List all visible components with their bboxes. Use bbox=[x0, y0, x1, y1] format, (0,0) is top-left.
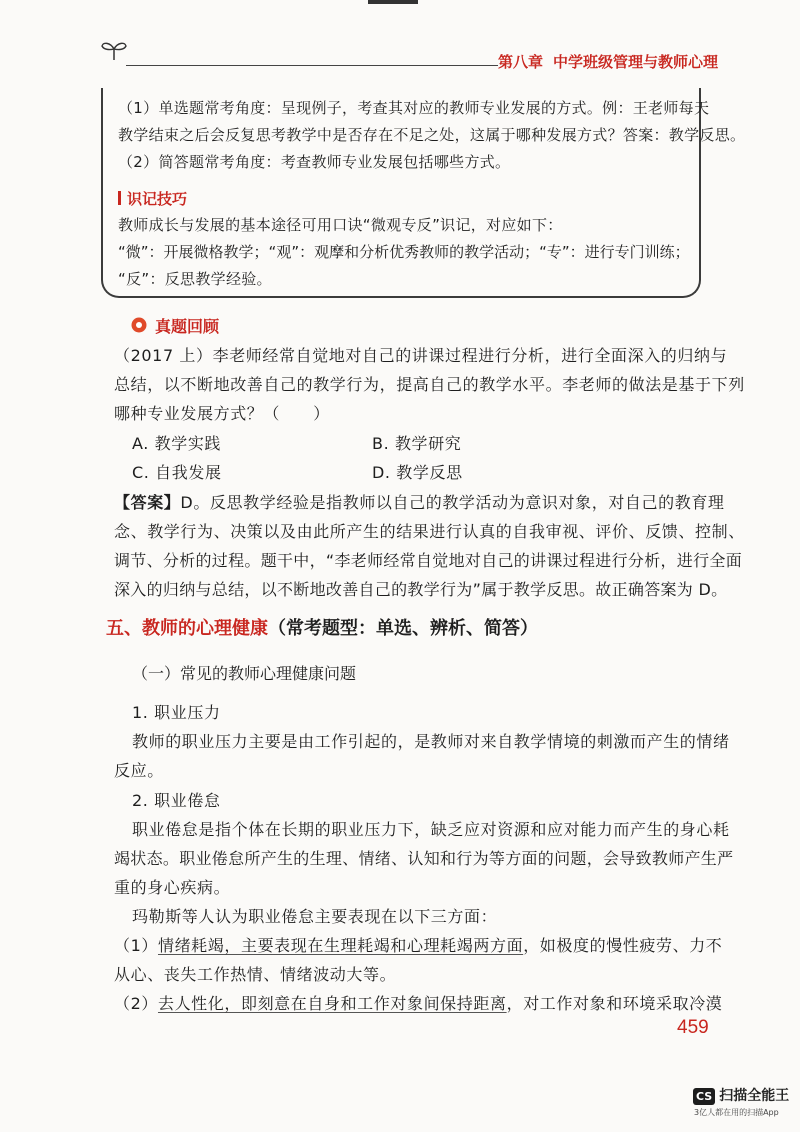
tip-line-2: 教学结束之后会反复思考教学中是否存在不足之处，这属于哪种发展方式？答案：教学反思。 bbox=[118, 126, 746, 144]
point-2-number: （2） bbox=[114, 994, 158, 1013]
item-2-line-3: 重的身心疾病。 bbox=[114, 878, 231, 897]
maslach-intro: 玛勒斯等人认为职业倦怠主要表现在以下三方面： bbox=[132, 907, 498, 926]
answer-line-4: 深入的归纳与总结，以不断地改善自己的教学行为”属于教学反思。故正确答案为 D。 bbox=[114, 580, 728, 599]
question-line-1: （2017 上）李老师经常自觉地对自己的讲课过程进行分析，进行全面深入的归纳与 bbox=[114, 346, 728, 365]
memory-line-1: 教师成长与发展的基本途径可用口诀“微观专反”识记，对应如下： bbox=[118, 216, 563, 234]
tip-marker bbox=[118, 191, 121, 205]
cs-logo: CS bbox=[693, 1088, 715, 1105]
scan-top-mark bbox=[368, 0, 418, 4]
chapter-number: 第八章 bbox=[498, 53, 544, 71]
point-1-rest: ，如极度的慢性疲劳、力不 bbox=[523, 936, 723, 955]
tip-line-3: （2）简答题常考角度：考查教师专业发展包括哪些方式。 bbox=[118, 153, 511, 171]
point-1-line-1 bbox=[114, 933, 722, 956]
point-1-number: （1） bbox=[114, 936, 158, 955]
item-2-line-2: 竭状态。职业倦怠所产生的生理、情绪、认知和行为等方面的问题，会导致教师产生严 bbox=[114, 849, 734, 868]
item-2-line-1: 职业倦怠是指个体在长期的职业压力下，缺乏应对资源和应对能力而产生的身心耗 bbox=[132, 820, 730, 839]
item-2-title: 2. 职业倦怠 bbox=[132, 791, 221, 810]
page-number: 459 bbox=[677, 1017, 709, 1038]
answer-line-1 bbox=[114, 490, 725, 513]
point-1-line-2: 从心、丧失工作热情、情绪波动大等。 bbox=[114, 965, 397, 984]
question-line-3: 哪种专业发展方式？（ ） bbox=[114, 404, 330, 423]
answer-text-1: D。反思教学经验是指教师以自己的教学活动为意识对象，对自己的教育理 bbox=[180, 493, 725, 512]
chapter-heading bbox=[498, 51, 718, 72]
tip-line-1: （1）单选题常考角度：呈现例子，考查其对应的教师专业发展的方式。例：王老师每天 bbox=[118, 99, 710, 117]
scanner-tagline: 3亿人都在用的扫描App bbox=[694, 1108, 779, 1117]
item-1-line-1: 教师的职业压力主要是由工作引起的，是教师对来自教学情境的刺激而产生的情绪 bbox=[132, 732, 730, 751]
item-1-title: 1. 职业压力 bbox=[132, 703, 221, 722]
scanner-watermark bbox=[693, 1085, 789, 1105]
memory-tip-title: 识记技巧 bbox=[127, 190, 188, 208]
memory-line-3: “反”：反思教学经验。 bbox=[118, 270, 272, 288]
answer-line-2: 念、教学行为、决策以及由此所产生的结果进行认真的自我审视、评价、反馈、控制、 bbox=[114, 522, 745, 541]
tip-box bbox=[101, 88, 701, 298]
answer-line-3: 调节、分析的过程。题干中，“李老师经常自觉地对自己的讲课过程进行分析，进行全面 bbox=[114, 551, 742, 570]
point-2-key-phrase: 去人性化，即刻意在自身和工作对象间保持距离 bbox=[157, 994, 507, 1013]
option-a: A. 教学实践 bbox=[132, 434, 222, 453]
sprout-icon bbox=[100, 38, 128, 62]
memory-tip-heading bbox=[118, 188, 187, 209]
point-2-rest: ，对工作对象和环境采取冷漠 bbox=[506, 994, 723, 1013]
header-rule bbox=[126, 65, 498, 66]
option-b: B. 教学研究 bbox=[372, 434, 462, 453]
review-title: 真题回顾 bbox=[155, 317, 220, 336]
section-heading bbox=[106, 614, 538, 640]
point-1-key-phrase: 情绪耗竭，主要表现在生理耗竭和心理耗竭两方面 bbox=[157, 936, 524, 955]
chapter-title: 中学班级管理与教师心理 bbox=[553, 53, 719, 71]
point-2-line-1 bbox=[114, 991, 722, 1014]
section-title: 五、教师的心理健康 bbox=[106, 618, 268, 639]
item-1-line-2: 反应。 bbox=[114, 761, 164, 780]
option-d: D. 教学反思 bbox=[372, 463, 463, 482]
sun-icon bbox=[131, 317, 147, 333]
memory-line-2: “微”：开展微格教学；“观”：观摩和分析优秀教师的教学活动；“专”：进行专门训练； bbox=[118, 243, 690, 261]
option-c: C. 自我发展 bbox=[132, 463, 222, 482]
question-line-2: 总结，以不断地改善自己的教学行为，提高自己的教学水平。李老师的做法是基于下列 bbox=[114, 375, 745, 394]
section-question-types: （常考题型：单选、辨析、简答） bbox=[268, 618, 538, 639]
answer-label: 【答案】 bbox=[114, 493, 181, 512]
subsection-heading: （一）常见的教师心理健康问题 bbox=[132, 664, 357, 683]
scanner-name: 扫描全能王 bbox=[719, 1088, 790, 1104]
